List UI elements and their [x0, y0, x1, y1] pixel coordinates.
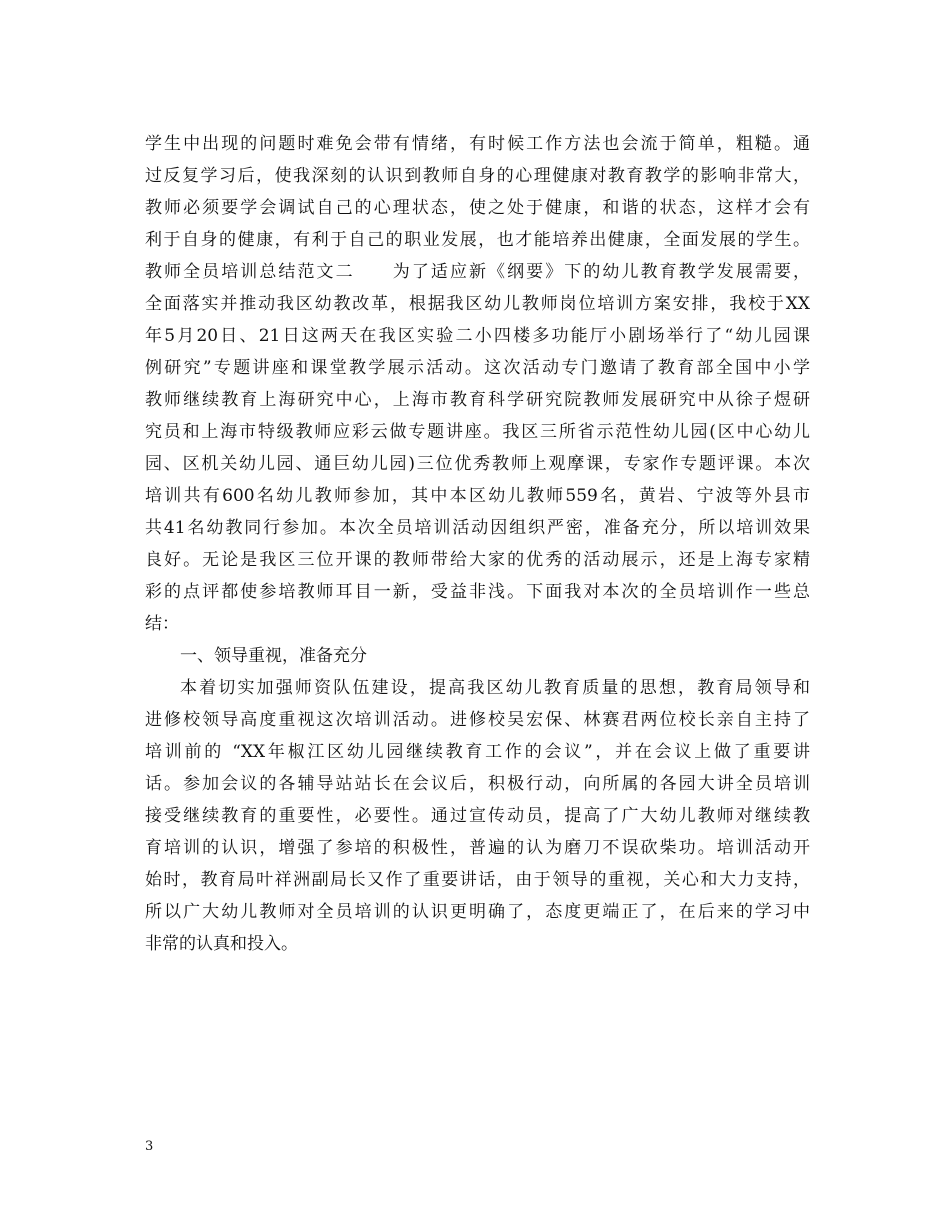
text-line: 良好。无论是我区三位开课的教师带给大家的优秀的活动展示，还是上海专家精: [145, 550, 810, 570]
text-line: 接受继续教育的重要性，必要性。通过宣传动员，提高了广大幼儿教师对继续教: [145, 806, 810, 826]
text-line: 学生中出现的问题时难免会带有情绪，有时候工作方法也会流于简单，粗糙。通: [145, 134, 810, 154]
text-line: 始时，教育局叶祥洲副局长又作了重要讲话，由于领导的重视，关心和大力支持，: [145, 870, 810, 890]
text-line: 教师必须要学会调试自己的心理状态，使之处于健康，和谐的状态，这样才会有: [145, 198, 810, 218]
text-line: 例研究”专题讲座和课堂教学展示活动。这次活动专门邀请了教育部全国中小学: [145, 358, 810, 378]
text-line: 过反复学习后，使我深刻的认识到教师自身的心理健康对教育教学的影响非常大，: [145, 166, 810, 186]
text-line: 教师全员培训总结范文二 为了适应新《纲要》下的幼儿教育教学发展需要，: [145, 262, 810, 282]
text-line: 共41名幼教同行参加。本次全员培训活动因组织严密，准备充分，所以培训效果: [145, 518, 810, 538]
text-line: 究员和上海市特级教师应彩云做专题讲座。我区三所省示范性幼儿园(区中心幼儿: [145, 422, 810, 442]
text-line: 园、区机关幼儿园、通巨幼儿园)三位优秀教师上观摩课，专家作专题评课。本次: [145, 454, 810, 474]
text-line: 话。参加会议的各辅导站站长在会议后，积极行动，向所属的各园大讲全员培训: [145, 774, 810, 794]
text-line: 培训共有600名幼儿教师参加，其中本区幼儿教师559名，黄岩、宁波等外县市: [145, 486, 810, 506]
text-line: 非常的认真和投入。: [145, 934, 298, 954]
text-line: 利于自身的健康，有利于自己的职业发展，也才能培养出健康，全面发展的学生。: [145, 230, 810, 250]
text-line: 进修校领导高度重视这次培训活动。进修校吴宏保、林赛君两位校长亲自主持了: [145, 710, 810, 730]
page-number: 3: [145, 1139, 154, 1154]
text-line: 全面落实并推动我区幼教改革，根据我区幼儿教师岗位培训方案安排，我校于XX: [145, 294, 810, 314]
text-line: 教师继续教育上海研究中心，上海市教育科学研究院教师发展研究中从徐子煜研: [145, 390, 810, 410]
section-heading: 一、领导重视，准备充分: [180, 646, 367, 666]
text-line: 培训前的 “XX年椒江区幼儿园继续教育工作的会议”，并在会议上做了重要讲: [145, 742, 810, 762]
text-line: 育培训的认识，增强了参培的积极性，普遍的认为磨刀不误砍柴功。培训活动开: [145, 838, 810, 858]
text-line: 年5月20日、21日这两天在我区实验二小四楼多功能厅小剧场举行了“幼儿园课: [145, 326, 810, 346]
text-line: 结：: [145, 614, 179, 634]
document-body: [145, 128, 810, 960]
text-line: 彩的点评都使参培教师耳目一新，受益非浅。下面我对本次的全员培训作一些总: [145, 582, 810, 602]
text-line: 本着切实加强师资队伍建设，提高我区幼儿教育质量的思想，教育局领导和: [180, 678, 810, 698]
text-line: 所以广大幼儿教师对全员培训的认识更明确了，态度更端正了，在后来的学习中: [145, 902, 810, 922]
